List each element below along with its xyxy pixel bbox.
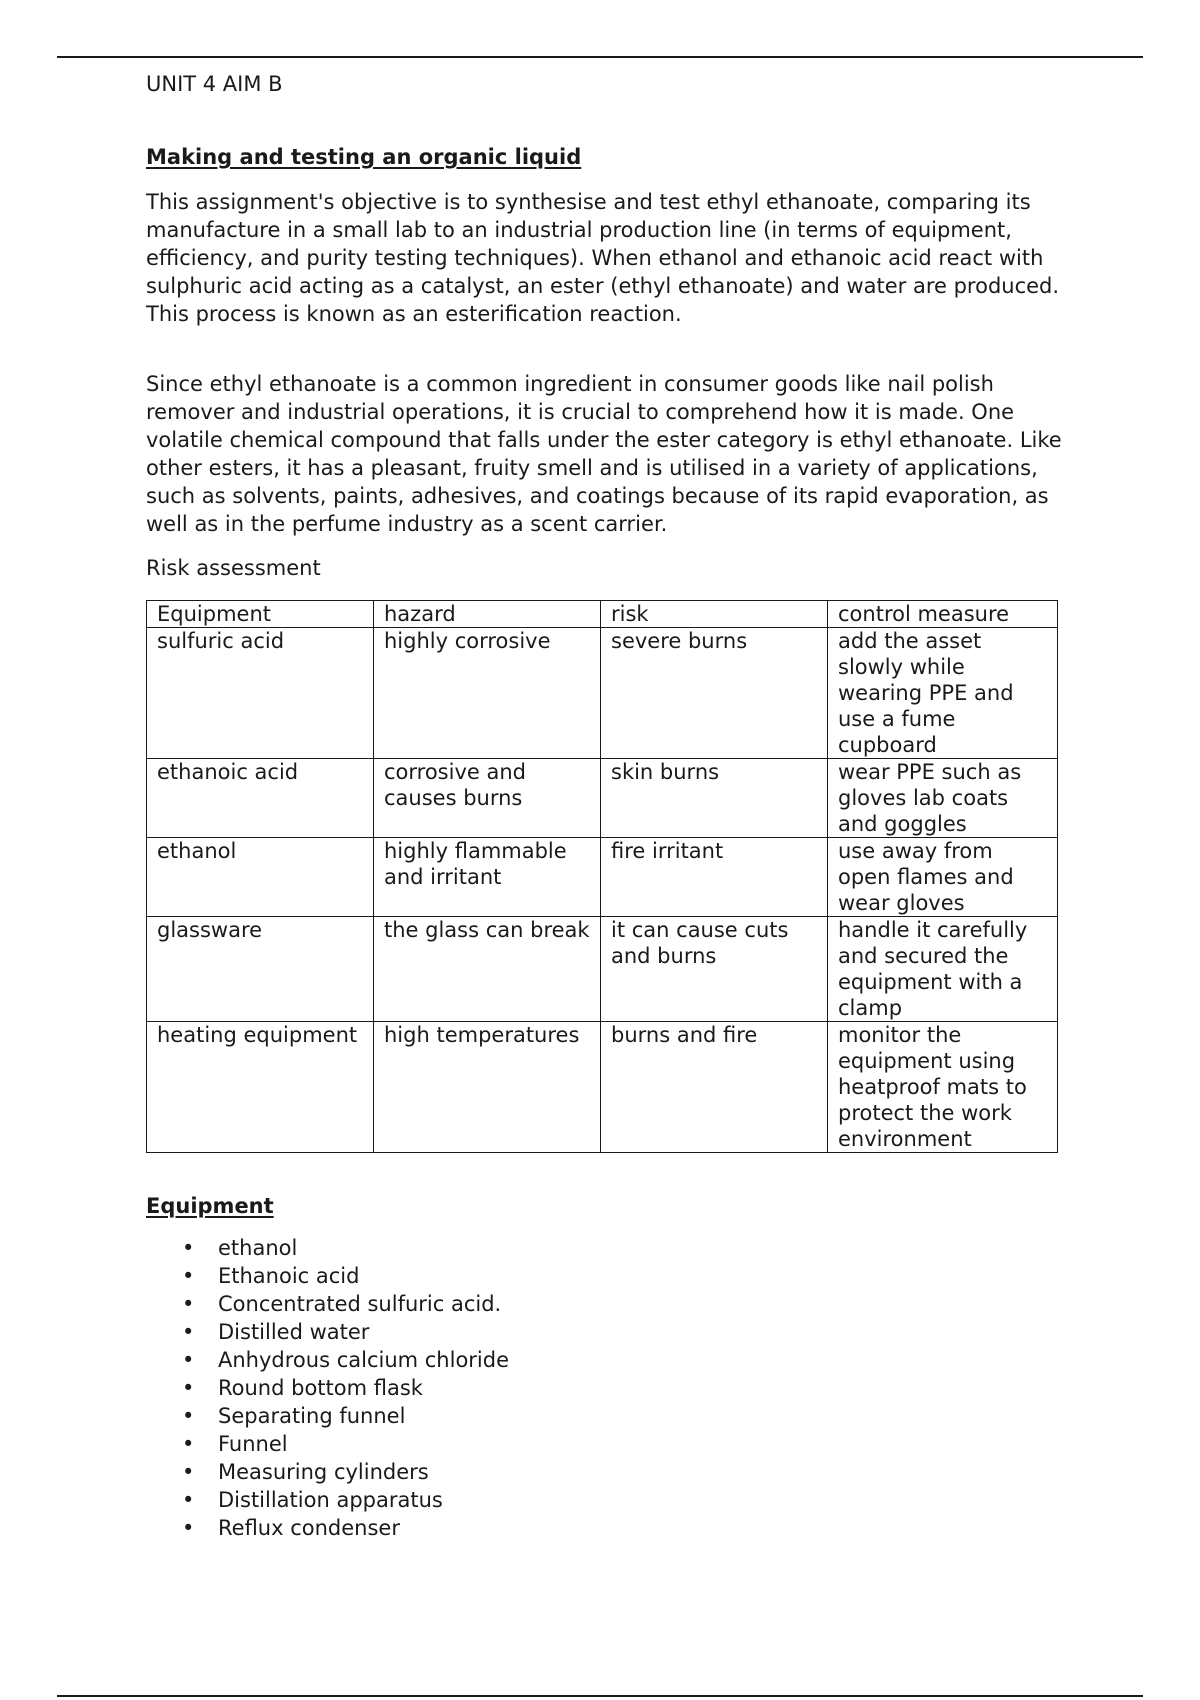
list-item-label: Ethanoic acid: [218, 1264, 360, 1288]
list-item: [146, 1458, 509, 1486]
table-row: [147, 628, 1058, 759]
list-item-label: Anhydrous calcium chloride: [218, 1348, 510, 1372]
table-cell: add the asset slowly while wearing PPE and use a fume cupboard: [828, 628, 1058, 759]
bullet-icon: •: [182, 1264, 195, 1288]
table-cell: handle it carefully and secured the equipment with a clamp: [828, 917, 1058, 1022]
table-cell: monitor the equipment using heatproof mats to protect the work environment: [828, 1022, 1058, 1153]
bullet-icon: •: [182, 1236, 195, 1260]
table-cell: high temperatures: [374, 1022, 601, 1153]
table-cell: it can cause cuts and burns: [601, 917, 828, 1022]
document-body: [146, 70, 1066, 1540]
risk-assessment-table: [146, 600, 1058, 1153]
bullet-icon: •: [182, 1516, 195, 1540]
table-cell: use away from open flames and wear gloves: [828, 838, 1058, 917]
list-item-label: Distilled water: [218, 1320, 370, 1344]
table-header-cell: risk: [601, 601, 828, 628]
list-item-label: Round bottom flask: [218, 1376, 423, 1400]
list-item: [146, 1430, 509, 1458]
context-paragraph: Since ethyl ethanoate is a common ingredient in consumer goods like nail polish remover and industrial operations, it is crucial to comprehend how it is made. One volatile chemical compound that falls under the ester category is ethyl ethanoate. Like other esters, it has a pleasant, fruity smell and is utilised in a variety of applications, such as solvents, paints, adhesives, and coatings because of its rapid evaporation, as well as in the perfume industry as a scent carrier.: [146, 372, 1062, 536]
top-rule: [57, 56, 1143, 58]
bullet-icon: •: [182, 1320, 195, 1344]
table-cell: fire irritant: [601, 838, 828, 917]
list-item: [146, 1514, 509, 1542]
table-cell: highly flammable and irritant: [374, 838, 601, 917]
risk-assessment-label: Risk assessment: [146, 556, 321, 580]
table-cell: glassware: [147, 917, 374, 1022]
table-cell: skin burns: [601, 759, 828, 838]
unit-header: UNIT 4 AIM B: [146, 72, 283, 96]
list-item: [146, 1402, 509, 1430]
bullet-icon: •: [182, 1376, 195, 1400]
table-row: [147, 838, 1058, 917]
table-header-cell: control measure: [828, 601, 1058, 628]
list-item-label: Measuring cylinders: [218, 1460, 429, 1484]
list-item: [146, 1374, 509, 1402]
bullet-icon: •: [182, 1432, 195, 1456]
table-cell: ethanol: [147, 838, 374, 917]
table-header-row: [147, 601, 1058, 628]
table-row: [147, 917, 1058, 1022]
table-header-cell: Equipment: [147, 601, 374, 628]
bottom-rule: [57, 1695, 1143, 1697]
bullet-icon: •: [182, 1292, 195, 1316]
bullet-icon: •: [182, 1488, 195, 1512]
table-cell: the glass can break: [374, 917, 601, 1022]
list-item-label: ethanol: [218, 1236, 298, 1260]
list-item-label: Distillation apparatus: [218, 1488, 443, 1512]
bullet-icon: •: [182, 1404, 195, 1428]
table-header-cell: hazard: [374, 601, 601, 628]
table-cell: sulfuric acid: [147, 628, 374, 759]
table-cell: highly corrosive: [374, 628, 601, 759]
list-item: [146, 1262, 509, 1290]
table-cell: ethanoic acid: [147, 759, 374, 838]
document-title: Making and testing an organic liquid: [146, 145, 582, 169]
list-item: [146, 1234, 509, 1262]
list-item-label: Reflux condenser: [218, 1516, 400, 1540]
table-cell: corrosive and causes burns: [374, 759, 601, 838]
list-item: [146, 1486, 509, 1514]
list-item: [146, 1318, 509, 1346]
list-item: [146, 1290, 509, 1318]
table-row: [147, 759, 1058, 838]
table-cell: wear PPE such as gloves lab coats and goggles: [828, 759, 1058, 838]
list-item-label: Concentrated sulfuric acid.: [218, 1292, 502, 1316]
equipment-heading: Equipment: [146, 1194, 274, 1218]
table-cell: heating equipment: [147, 1022, 374, 1153]
list-item-label: Separating funnel: [218, 1404, 406, 1428]
bullet-icon: •: [182, 1460, 195, 1484]
bullet-icon: •: [182, 1348, 195, 1372]
table-cell: severe burns: [601, 628, 828, 759]
table-cell: burns and fire: [601, 1022, 828, 1153]
equipment-list: [146, 1234, 509, 1542]
list-item: [146, 1346, 509, 1374]
table-row: [147, 1022, 1058, 1153]
intro-paragraph: This assignment's objective is to synthesise and test ethyl ethanoate, comparing its manufacture in a small lab to an industrial production line (in terms of equipment, efficiency, and purity testing techniques). When ethanol and ethanoic acid react with sulphuric acid acting as a catalyst, an ester (ethyl ethanoate) and water are produced. This process is known as an esterification reaction.: [146, 190, 1060, 326]
list-item-label: Funnel: [218, 1432, 288, 1456]
